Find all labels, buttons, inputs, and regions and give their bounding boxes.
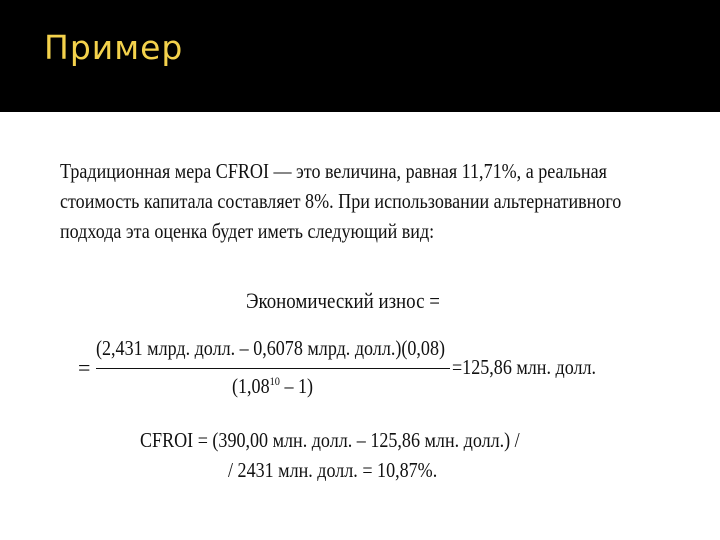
paragraph-line: Традиционная мера CFROI — это величина, равная 11,71%, а реальная xyxy=(60,159,607,183)
slide-header xyxy=(0,0,720,112)
intro-paragraph xyxy=(60,156,653,246)
formula-equals-sign: = xyxy=(78,355,91,380)
cfroi-line-1: CFROI = (390,00 млн. долл. – 125,86 млн. долл.) / xyxy=(140,428,520,452)
slide-title: Пример xyxy=(44,28,184,67)
paragraph-line: стоимость капитала составляет 8%. При использовании альтернативного xyxy=(60,189,622,213)
formula-result: =125,86 млн. долл. xyxy=(452,355,597,379)
denominator-exponent: 10 xyxy=(269,374,280,388)
formula-denominator xyxy=(232,374,313,399)
denominator-rest: – 1) xyxy=(279,374,314,398)
slide-content xyxy=(0,112,720,540)
formula-title: Экономический износ = xyxy=(246,288,440,313)
cfroi-line-2: / 2431 млн. долл. = 10,87%. xyxy=(228,458,438,482)
formula-numerator: (2,431 млрд. долл. – 0,6078 млрд. долл.)(0,08) xyxy=(96,336,445,360)
denominator-base: (1,08 xyxy=(232,374,270,398)
paragraph-line: подхода эта оценка будет иметь следующий вид: xyxy=(60,219,435,243)
fraction-bar xyxy=(96,368,450,369)
